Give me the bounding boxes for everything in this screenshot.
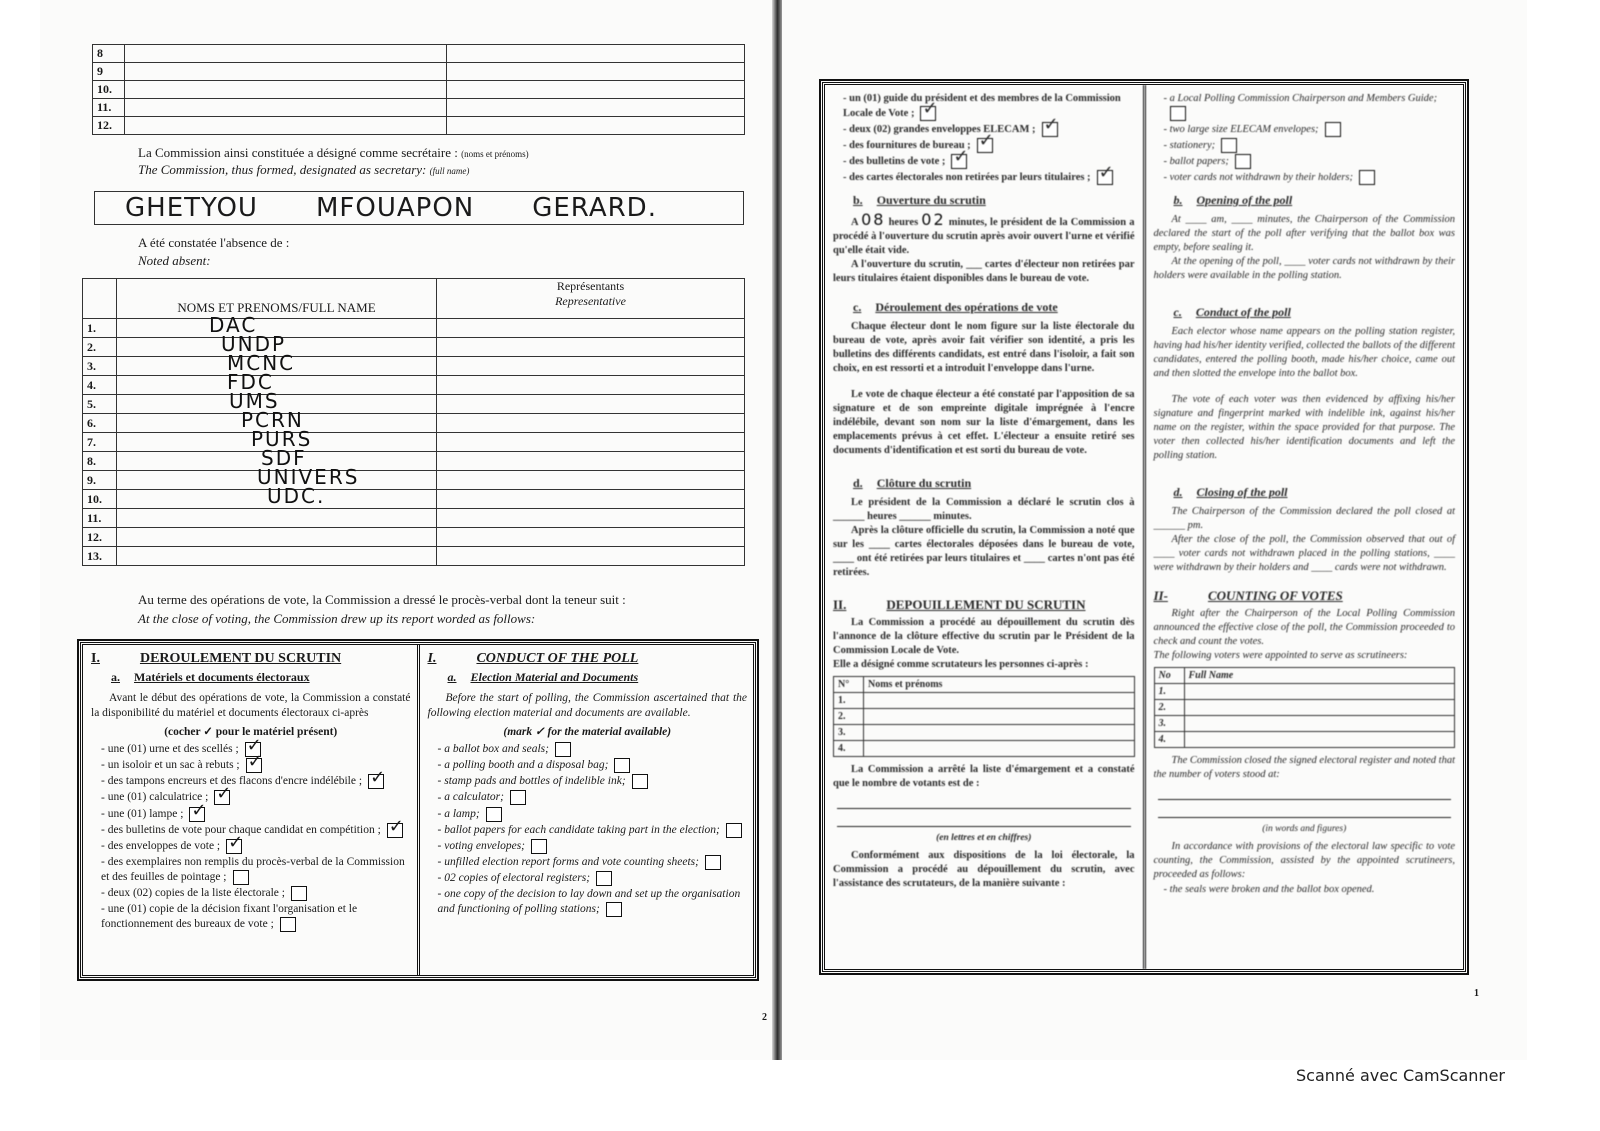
- table-row: 7. PURS: [83, 433, 745, 452]
- page-number: 1: [1474, 988, 1479, 999]
- table-row: 10.: [93, 81, 745, 99]
- checklist-item: - a polling booth and a disposal bag;: [438, 758, 748, 773]
- scrutineers-label: The following voters were appointed to serve as scrutineers:: [1153, 650, 1408, 661]
- handwritten-party: DAC: [209, 313, 258, 337]
- book-spine: [772, 0, 782, 1060]
- commission-members-table: [92, 44, 745, 135]
- section-title: I. CONDUCT OF THE POLL: [427, 651, 639, 666]
- section-title: II- COUNTING OF VOTES: [1153, 588, 1343, 603]
- checklist-item: - des tampons encreurs et des flacons d'encre indélébile ;✓: [101, 774, 411, 789]
- handwritten-party: UNIVERS: [257, 465, 360, 489]
- handwritten-party: SDF: [261, 446, 307, 470]
- scrutineers-label: Elle a désigné comme scrutateurs les personnes ci-après :: [833, 659, 1089, 670]
- handwritten-party: MCNC: [227, 351, 296, 375]
- counting-procedure-text: In accordance with provisions of the electoral law specific to vote counting, the Commission, assisted by the appointed scrutineers, proceeded as follows:: [1153, 841, 1455, 880]
- material-checklist: [428, 742, 748, 917]
- checklist-item: - une (01) calculatrice ;✓: [101, 790, 411, 805]
- table-row: 3.: [834, 725, 1135, 741]
- section-title: I. DEROULEMENT DU SCRUTIN: [91, 651, 342, 666]
- material-checklist-continued: [833, 92, 1135, 185]
- checkbox[interactable]: [596, 871, 612, 886]
- checkbox[interactable]: [951, 154, 967, 169]
- table-row: 11.: [83, 509, 745, 528]
- table-row: 10. UDC.: [83, 490, 745, 509]
- subsection-title: c. Conduct of the poll: [1173, 305, 1291, 319]
- checkbox[interactable]: [387, 823, 403, 838]
- checklist-item: - deux (02) grandes enveloppes ELECAM ;✓: [843, 122, 1135, 137]
- page-number: 2: [762, 1012, 767, 1023]
- table-row: 9: [93, 63, 745, 81]
- table-row: 1. DAC: [83, 319, 745, 338]
- checklist-item: - des enveloppes de vote ;✓: [101, 839, 411, 854]
- counting-step: - the seals were broken and the ballot box opened.: [1164, 883, 1456, 897]
- table-row: 12.: [93, 117, 745, 135]
- checklist-item: - a Local Polling Commission Chairperson and Members Guide;: [1164, 92, 1456, 121]
- table-row: 13.: [83, 547, 745, 566]
- voters-count-line-2[interactable]: [1158, 800, 1452, 818]
- closing-time-text: Le président de la Commission a déclaré le scrutin clos à ______ heures ______ minutes.: [833, 497, 1135, 522]
- table-row: 2.: [1154, 700, 1455, 716]
- closing-cards-text: After the close of the poll, the Commission observed that out of ____ voter cards not withdrawn placed in the polling stations, ____ were withdrawn by their holders and ____ cards were not withdrawn.: [1153, 534, 1455, 573]
- secretary-label-en: The Commission, thus formed, designated as secretary: (full name): [138, 162, 470, 177]
- subsection-title: a. Matériels et documents électoraux: [111, 670, 310, 684]
- intro-text: Avant le début des opérations de vote, la Commission a constaté la disponibilité du matériel et documents électoraux ci-après: [91, 692, 411, 719]
- checkbox[interactable]: [510, 790, 526, 805]
- section-french: [83, 645, 420, 975]
- handwritten-party: PCRN: [241, 408, 304, 432]
- opening-cards-text: At the opening of the poll, ____ voter cards not withdrawn by their holders were available in the polling station.: [1153, 256, 1455, 281]
- checkbox[interactable]: [226, 839, 242, 854]
- secretary-label-fr: La Commission ainsi constituée a désigné comme secrétaire : (noms et prénoms): [138, 145, 529, 160]
- table-row: 1.: [834, 693, 1135, 709]
- checkbox[interactable]: [291, 886, 307, 901]
- checklist-item: - une (01) urne et des scellés ;✓: [101, 742, 411, 757]
- checklist-item: - une (01) copie de la décision fixant l'organisation et le fonctionnement des bureaux de vote ;: [101, 902, 411, 932]
- opening-text: A 08 heures 02 minutes, le président de la Commission a procédé à l'ouverture du scrutin après avoir ouvert l'urne et vérifié qu'elle était vide.: [833, 210, 1135, 256]
- checkbox[interactable]: [1097, 170, 1113, 185]
- secretary-name-field[interactable]: [94, 191, 744, 225]
- table-row: 1.: [1154, 684, 1455, 700]
- checklist-item: - des bulletins de vote ;✓: [843, 154, 1135, 169]
- table-row: 2.: [834, 709, 1135, 725]
- checklist-item: - des exemplaires non remplis du procès-verbal de la Commission et des feuilles de pointage ;: [101, 855, 411, 885]
- voters-count-line-1[interactable]: [837, 791, 1131, 809]
- handwritten-party: UDC.: [267, 484, 326, 508]
- table-row: 3.: [1154, 716, 1455, 732]
- handwritten-party: UMS: [229, 389, 280, 413]
- handwritten-party: FDC: [227, 370, 274, 394]
- checklist-item: - un isoloir et un sac à rebuts ;✓: [101, 758, 411, 773]
- closing-cards-text: Après la clôture officielle du scrutin, la Commission a noté que sur les ____ cartes électorales déposées dans le bureau de vote, ____ ont été retirées par leurs titulaires et ____ cartes n'ont pas été retirées.: [833, 525, 1135, 578]
- voting-procedure-text: Each elector whose name appears on the polling station register, having had his/her identity verified, collected the ballots of the different candidates, entered the polling booth, made his/her choice, came out and then slotted the envelope into the ballot box.: [1153, 326, 1455, 379]
- checklist-item: - one copy of the decision to lay down and set up the organisation and functioning of polling stations;: [438, 887, 748, 917]
- handwritten-middle-name: MFOUAPON: [315, 193, 475, 223]
- table-row: 2. UNDP: [83, 338, 745, 357]
- scrutineers-table: No Full Name 1. 2. 3. 4.: [1154, 667, 1456, 748]
- checklist-item: - a calculator;: [438, 790, 748, 805]
- checkbox[interactable]: [246, 758, 262, 773]
- table-row: 3. MCNC: [83, 357, 745, 376]
- checklist-item: - ballot papers for each candidate taking part in the election;: [438, 823, 748, 838]
- opening-cards-text: A l'ouverture du scrutin, ___ cartes d'électeur non retirées par leurs titulaires étaient disponibles dans le bureau de vote.: [833, 259, 1135, 284]
- voting-procedure-text: Chaque électeur dont le nom figure sur la liste électorale du bureau de vote, après avoir fait vérifier son identité, a pris les bulletins des différents candidats, est entré dans l'isoloir, a fait son choix, en est ressorti et a introduit l'enveloppe dans l'urne.: [833, 321, 1135, 374]
- checklist-item: - 02 copies of electoral registers;: [438, 871, 748, 886]
- mark-instruction: (cocher ✓ pour le matériel présent): [164, 726, 338, 738]
- handwritten-surname: GHETYOU: [125, 193, 258, 223]
- material-checklist-continued: [1154, 92, 1456, 185]
- checklist-item: - voter cards not withdrawn by their holders;: [1164, 170, 1456, 185]
- checklist-item: - voting envelopes;: [438, 839, 748, 854]
- table-row: 9. UNIVERS: [83, 471, 745, 490]
- words-figures-note: (in words and figures): [1262, 824, 1347, 834]
- checkbox[interactable]: [614, 758, 630, 773]
- checkbox[interactable]: [705, 855, 721, 870]
- counting-procedure-text: Conformément aux dispositions de la loi électorale, la Commission a procédé au dépouillement du scrutin, avec l'assistance des scrutateurs, de la manière suivante :: [833, 850, 1135, 889]
- absent-label-en: Noted absent:: [138, 253, 211, 268]
- col-representative: Représentants Representative: [437, 279, 745, 319]
- closing-statement-fr: Au terme des opérations de vote, la Commission a dressé le procès-verbal dont la teneur suit :: [138, 592, 626, 607]
- subsection-title: c. Déroulement des opérations de vote: [853, 300, 1058, 314]
- checklist-item: - des fournitures de bureau ;✓: [843, 138, 1135, 153]
- checkbox[interactable]: [977, 138, 993, 153]
- checkbox[interactable]: [1170, 106, 1186, 121]
- voting-evidence-text: The vote of each voter was then evidenced by affixing his/her signature and fingerprint marked with indelible ink, against his/her name on the register, within the space provided for that purpose. The voter then collected his/her identification documents and left the polling station.: [1153, 394, 1455, 461]
- handwritten-party: PURS: [251, 427, 313, 451]
- absent-table: [82, 278, 745, 566]
- checkbox[interactable]: [1325, 122, 1341, 137]
- checkbox[interactable]: [606, 902, 622, 917]
- table-row: 8: [93, 45, 745, 63]
- checkbox[interactable]: [368, 774, 384, 789]
- table-row: 4.: [834, 741, 1135, 757]
- handwritten-first-name: GERARD.: [532, 193, 657, 223]
- checklist-item: - des cartes électorales non retirées par leurs titulaires ;✓: [843, 170, 1135, 185]
- checkbox[interactable]: [555, 742, 571, 757]
- checklist-item: - a ballot box and seals;: [438, 742, 748, 757]
- voters-count-line-1[interactable]: [1158, 782, 1452, 800]
- section-english: [1146, 85, 1464, 969]
- checkbox[interactable]: [531, 839, 547, 854]
- words-figures-note: (en lettres et en chiffres): [936, 833, 1032, 843]
- checkbox[interactable]: [189, 807, 205, 822]
- checkbox[interactable]: [1221, 138, 1237, 153]
- checkbox[interactable]: [486, 807, 502, 822]
- table-row: 6. PCRN: [83, 414, 745, 433]
- checklist-item: - deux (02) copies de la liste électorale ;: [101, 886, 411, 901]
- voting-evidence-text: Le vote de chaque électeur a été constaté par l'apposition de sa signature et de son empreinte digitale imprégnée à l'encre indélébile, devant son nom sur la liste d'émargement, dans les emplacements prévus à cet effet. L'électeur a ensuite retiré ses documents d'identification et est sorti du bureau de vote.: [833, 389, 1135, 456]
- mark-instruction: (mark ✓ for the material available): [503, 726, 672, 738]
- handwritten-hour: 08: [861, 210, 886, 229]
- table-row: 4. FDC: [83, 376, 745, 395]
- section-french: [825, 85, 1146, 969]
- absent-label-fr: A été constatée l'absence de :: [138, 235, 290, 250]
- closing-time-text: The Chairperson of the Commission declared the poll closed at ______ pm.: [1153, 506, 1455, 531]
- table-row: 11.: [93, 99, 745, 117]
- handwritten-minutes: 02: [921, 210, 946, 229]
- checkbox[interactable]: [280, 917, 296, 932]
- checklist-item: - unfilled election report forms and vote counting sheets;: [438, 855, 748, 870]
- checkbox[interactable]: [632, 774, 648, 789]
- handwritten-party: UNDP: [221, 332, 287, 356]
- register-text: The Commission closed the signed electoral register and noted that the number of voters stood at:: [1153, 755, 1455, 780]
- subsection-title: b. Opening of the poll: [1173, 193, 1293, 207]
- checkbox[interactable]: [1235, 154, 1251, 169]
- scrutineers-table: N° Noms et prénoms 1. 2. 3. 4.: [833, 676, 1135, 757]
- table-row: 5. UMS: [83, 395, 745, 414]
- checkbox[interactable]: [1042, 122, 1058, 137]
- checkbox[interactable]: [726, 823, 742, 838]
- table-row: 12.: [83, 528, 745, 547]
- subsection-title: d. Closing of the poll: [1173, 485, 1288, 499]
- closing-statement-en: At the close of voting, the Commission drew up its report worded as follows:: [138, 611, 536, 626]
- checklist-item: - stationery;: [1164, 138, 1456, 153]
- checklist-item: - un (01) guide du président et des membres de la Commission Locale de Vote ;✓: [843, 92, 1135, 121]
- counting-intro-text: Right after the Chairperson of the Local Polling Commission announced the effective close of the poll, the Commission proceeded to check and count the votes.: [1153, 608, 1455, 647]
- checklist-item: - a lamp;: [438, 807, 748, 822]
- intro-text: Before the start of polling, the Commission ascertained that the following election material and documents are available.: [427, 692, 747, 719]
- subsection-title: a. Election Material and Documents: [447, 670, 639, 684]
- section-english: [420, 645, 754, 975]
- section-title: II. DEPOUILLEMENT DU SCRUTIN: [833, 597, 1086, 612]
- voters-count-line-2[interactable]: [837, 809, 1131, 827]
- checklist-item: - ballot papers;: [1164, 154, 1456, 169]
- register-text: La Commission a arrêté la liste d'émargement et a constaté que le nombre de votants est de :: [833, 764, 1135, 789]
- subsection-title: b. Ouverture du scrutin: [853, 193, 986, 207]
- checkbox[interactable]: [214, 790, 230, 805]
- checklist-item: - two large size ELECAM envelopes;: [1164, 122, 1456, 137]
- counting-intro-text: La Commission a procédé au dépouillement du scrutin dès l'annonce de la clôture effective du scrutin par le Président de la Commission Locale de Vote.: [833, 617, 1135, 656]
- conduct-of-poll-section: [80, 642, 756, 978]
- table-row: 4.: [1154, 732, 1455, 748]
- col-full-name: NOMS ET PRENOMS/FULL NAME: [117, 279, 437, 319]
- table-header: [83, 279, 745, 319]
- subsection-title: d. Clôture du scrutin: [853, 476, 972, 490]
- checklist-item: - stamp pads and bottles of indelible ink;: [438, 774, 748, 789]
- table-row: 8. SDF: [83, 452, 745, 471]
- checklist-item: - une (01) lampe ;✓: [101, 807, 411, 822]
- material-checklist: [91, 742, 411, 932]
- camscanner-watermark: Scanné avec CamScanner: [1296, 1066, 1505, 1085]
- checkbox[interactable]: [233, 870, 249, 885]
- opening-text: At ____ am, ____ minutes, the Chairperson of the Commission declared the start of the poll after verifying that the ballot box was empty, before sealing it.: [1153, 214, 1455, 253]
- checkbox[interactable]: [920, 106, 936, 121]
- checkbox[interactable]: [1359, 170, 1375, 185]
- checklist-item: - des bulletins de vote pour chaque candidat en compétition ;✓: [101, 823, 411, 838]
- poll-report-section: [822, 82, 1466, 972]
